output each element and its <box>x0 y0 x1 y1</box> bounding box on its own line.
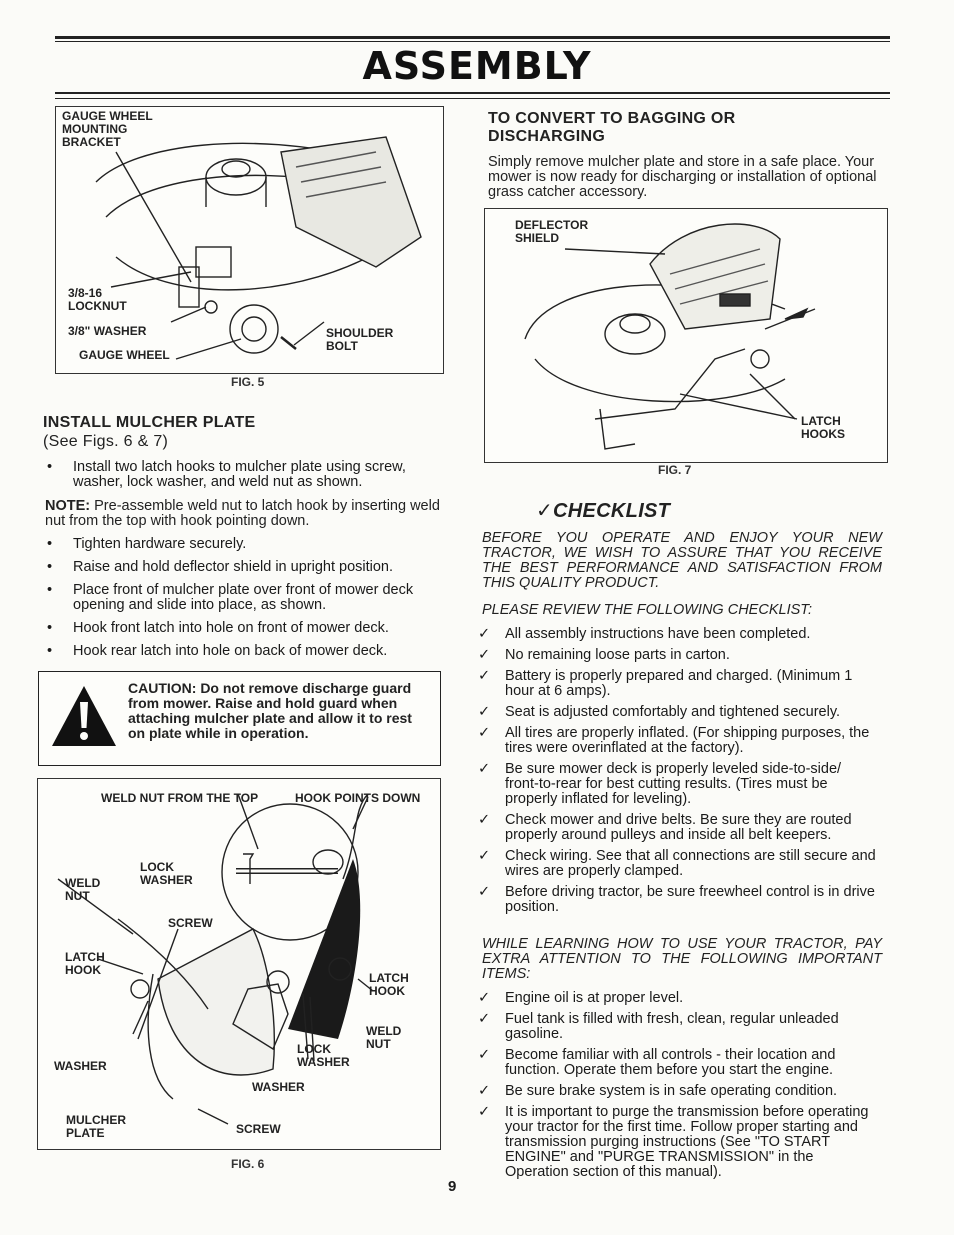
checklist-item: ✓ It is important to purge the transmission before operating your tractor for the first time. Follow proper starting and transmission purging instructions (See "TO START ENGINE" and "PURGE TRANSMISSION" in the Operation section of this manual). <box>478 1105 878 1180</box>
fig6-label-weld-nut-1: WELD NUT <box>65 876 101 903</box>
fig7-caption: FIG. 7 <box>658 463 692 477</box>
checklist-items-2 <box>478 991 878 1180</box>
fig5-label-washer: 3/8" WASHER <box>68 324 147 338</box>
note-text: Pre-assemble weld nut to latch hook by inserting weld nut from the top with hook pointing down. <box>45 498 440 529</box>
checklist-intro: BEFORE YOU OPERATE AND ENJOY YOUR NEW TRACTOR, WE WISH TO ASSURE THAT YOU RECEIVE THE BEST PERFORMANCE AND SATISFACTION FROM THIS QUALITY PRODUCT. <box>482 530 882 591</box>
checklist-item: ✓ Become familiar with all controls - their location and function. Operate them before you start the engine. <box>478 1048 878 1078</box>
warning-icon <box>49 682 119 752</box>
checklist-items <box>478 627 878 915</box>
caution-box <box>38 671 441 766</box>
fig6-label-lock-washer-2: LOCK WASHER <box>297 1042 350 1069</box>
install-heading: INSTALL MULCHER PLATE <box>43 414 256 431</box>
fig6-label-weld-nut-2: WELD NUT <box>366 1024 402 1051</box>
checklist-item: ✓ Check mower and drive belts. Be sure they are routed properly around pulleys and inside all belt keepers. <box>478 813 878 843</box>
fig7-label-shield: DEFLECTOR SHIELD <box>515 218 589 245</box>
title-rule-thin <box>55 98 890 99</box>
fig5-label-bolt: SHOULDER BOLT <box>326 326 394 353</box>
list-item: • Hook rear latch into hole on back of mower deck. <box>45 644 443 659</box>
fig6-label-screw-2: SCREW <box>236 1122 281 1136</box>
checklist-item: ✓ No remaining loose parts in carton. <box>478 648 878 663</box>
list-item: • Tighten hardware securely. <box>45 537 443 552</box>
install-bullets-a <box>45 460 443 490</box>
checklist-item: ✓ Be sure mower deck is properly leveled side-to-side/ front-to-rear for best cutting results. (Tires must be properly inflated for leveling). <box>478 762 878 807</box>
checklist-heading: ✓CHECKLIST <box>536 500 671 522</box>
caution-text: CAUTION: Do not remove discharge guard from mower. Raise and hold guard when attaching mulcher plate and allow it to rest on plate while in operation. <box>128 680 412 741</box>
install-note <box>45 499 443 529</box>
fig6-label-screw-1: SCREW <box>168 916 213 930</box>
list-item: • Place front of mulcher plate over front of mower deck opening and slide into place, as shown. <box>45 583 443 613</box>
page-number: 9 <box>448 1178 457 1195</box>
fig6-label-washer-1: WASHER <box>54 1059 107 1073</box>
fig6-label-mulcher-plate: MULCHER PLATE <box>66 1113 126 1140</box>
fig5-caption: FIG. 5 <box>231 375 265 389</box>
note-label: NOTE: <box>45 498 91 514</box>
fig6-label-weld-top: WELD NUT FROM THE TOP <box>101 791 259 805</box>
fig6-label-latch-hook-1: LATCH HOOK <box>65 950 105 977</box>
page-title: ASSEMBLY <box>362 44 592 88</box>
fig7-illustration <box>484 208 888 463</box>
fig6-label-lock-washer-1: LOCK WASHER <box>140 860 193 887</box>
fig5-label-wheel: GAUGE WHEEL <box>79 348 170 362</box>
checklist-item: ✓ Battery is properly prepared and charged. (Minimum 1 hour at 6 amps). <box>478 669 878 699</box>
list-item: • Install two latch hooks to mulcher plate using screw, washer, lock washer, and weld nut as shown. <box>45 460 443 490</box>
checklist-item: ✓ Engine oil is at proper level. <box>478 991 878 1006</box>
checklist-item: ✓ Fuel tank is filled with fresh, clean, regular unleaded gasoline. <box>478 1012 878 1042</box>
fig5-illustration <box>55 106 444 374</box>
title-rule-thick <box>55 92 890 94</box>
checklist-item: ✓ Be sure brake system is in safe operating condition. <box>478 1084 878 1099</box>
convert-heading: TO CONVERT TO BAGGING OR DISCHARGING <box>488 110 736 145</box>
fig6-label-washer-2: WASHER <box>252 1080 305 1094</box>
fig6-label-latch-hook-2: LATCH HOOK <box>369 971 409 998</box>
convert-text: Simply remove mulcher plate and store in a safe place. Your mower is now ready for discharging or installation of optional grass catcher accessory. <box>488 154 877 200</box>
checklist-review: PLEASE REVIEW THE FOLLOWING CHECKLIST: <box>482 602 813 618</box>
list-item: • Raise and hold deflector shield in upright position. <box>45 560 443 575</box>
fig6-label-hook-down: HOOK POINTS DOWN <box>295 791 421 805</box>
checklist-item: ✓ All assembly instructions have been completed. <box>478 627 878 642</box>
checklist-item: ✓ All tires are properly inflated. (For shipping purposes, the tires were overinflated at the factory). <box>478 726 878 756</box>
list-item: • Hook front latch into hole on front of mower deck. <box>45 621 443 636</box>
install-bullets-b <box>45 537 443 659</box>
fig5-label-locknut: 3/8-16 LOCKNUT <box>68 286 127 313</box>
checklist-item: ✓ Before driving tractor, be sure freewheel control is in drive position. <box>478 885 878 915</box>
fig6-illustration <box>37 778 441 1150</box>
top-rule-thick <box>55 36 890 39</box>
checklist-item: ✓ Check wiring. See that all connections are still secure and wires are properly clamped. <box>478 849 878 879</box>
checklist-learning: WHILE LEARNING HOW TO USE YOUR TRACTOR, PAY EXTRA ATTENTION TO THE FOLLOWING IMPORTANT ITEMS: <box>482 936 882 982</box>
checklist-item: ✓ Seat is adjusted comfortably and tightened securely. <box>478 705 878 720</box>
install-subheading: (See Figs. 6 & 7) <box>43 433 169 450</box>
fig6-caption: FIG. 6 <box>231 1157 265 1171</box>
top-rule-thin <box>55 41 890 42</box>
fig7-label-hooks: LATCH HOOKS <box>801 414 846 441</box>
fig5-label-bracket: GAUGE WHEEL MOUNTING BRACKET <box>62 109 153 149</box>
